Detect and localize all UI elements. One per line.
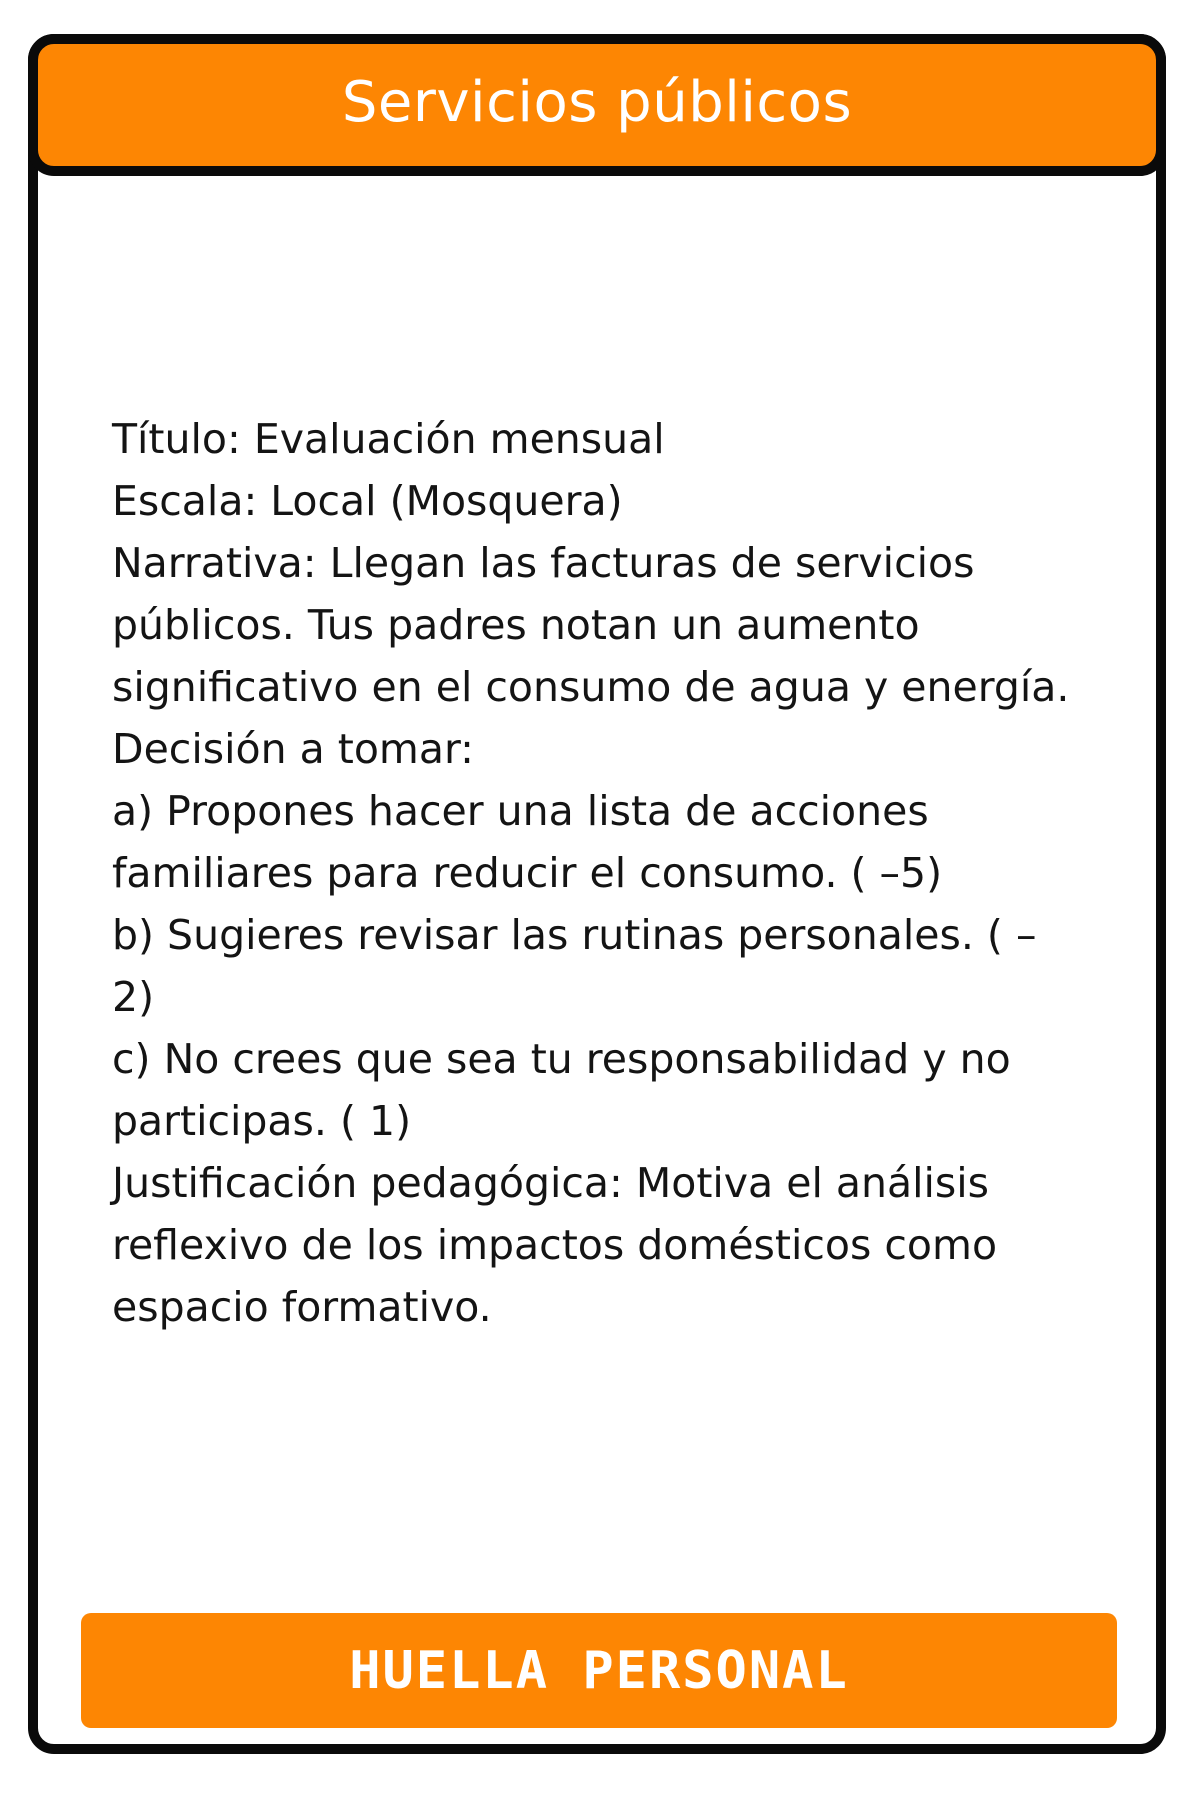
body-line-option-b-2: 2) <box>112 973 155 1021</box>
body-line-narrative-1: Narrativa: Llegan las facturas de servicios <box>112 539 975 587</box>
body-line-option-c-1: c) No crees que sea tu responsabilidad y no <box>112 1035 1011 1083</box>
card-body <box>112 408 1092 1338</box>
body-line-justification-3: espacio formativo. <box>112 1283 492 1331</box>
body-line-option-b-1: b) Sugieres revisar las rutinas personales. ( – <box>112 911 1037 959</box>
body-line-option-a-2: familiares para reducir el consumo. ( –5) <box>112 849 943 897</box>
footer-label: HUELLA PERSONAL <box>349 1640 849 1701</box>
card-title: Servicios públicos <box>341 69 853 135</box>
body-line-justification-2: reflexivo de los impactos domésticos como <box>112 1221 998 1269</box>
body-line-justification-1: Justificación pedagógica: Motiva el análisis <box>112 1159 989 1207</box>
footer-banner <box>81 1613 1117 1728</box>
body-line-option-a-1: a) Propones hacer una lista de acciones <box>112 787 929 835</box>
body-line-option-c-2: participas. ( 1) <box>112 1097 412 1145</box>
body-line-title: Título: Evaluación mensual <box>112 415 665 463</box>
body-line-scale: Escala: Local (Mosquera) <box>112 477 623 525</box>
card-header <box>28 34 1166 176</box>
body-line-decision-heading: Decisión a tomar: <box>112 725 474 773</box>
body-line-narrative-3: significativo en el consumo de agua y energía. <box>112 663 1070 711</box>
body-line-narrative-2: públicos. Tus padres notan un aumento <box>112 601 920 649</box>
